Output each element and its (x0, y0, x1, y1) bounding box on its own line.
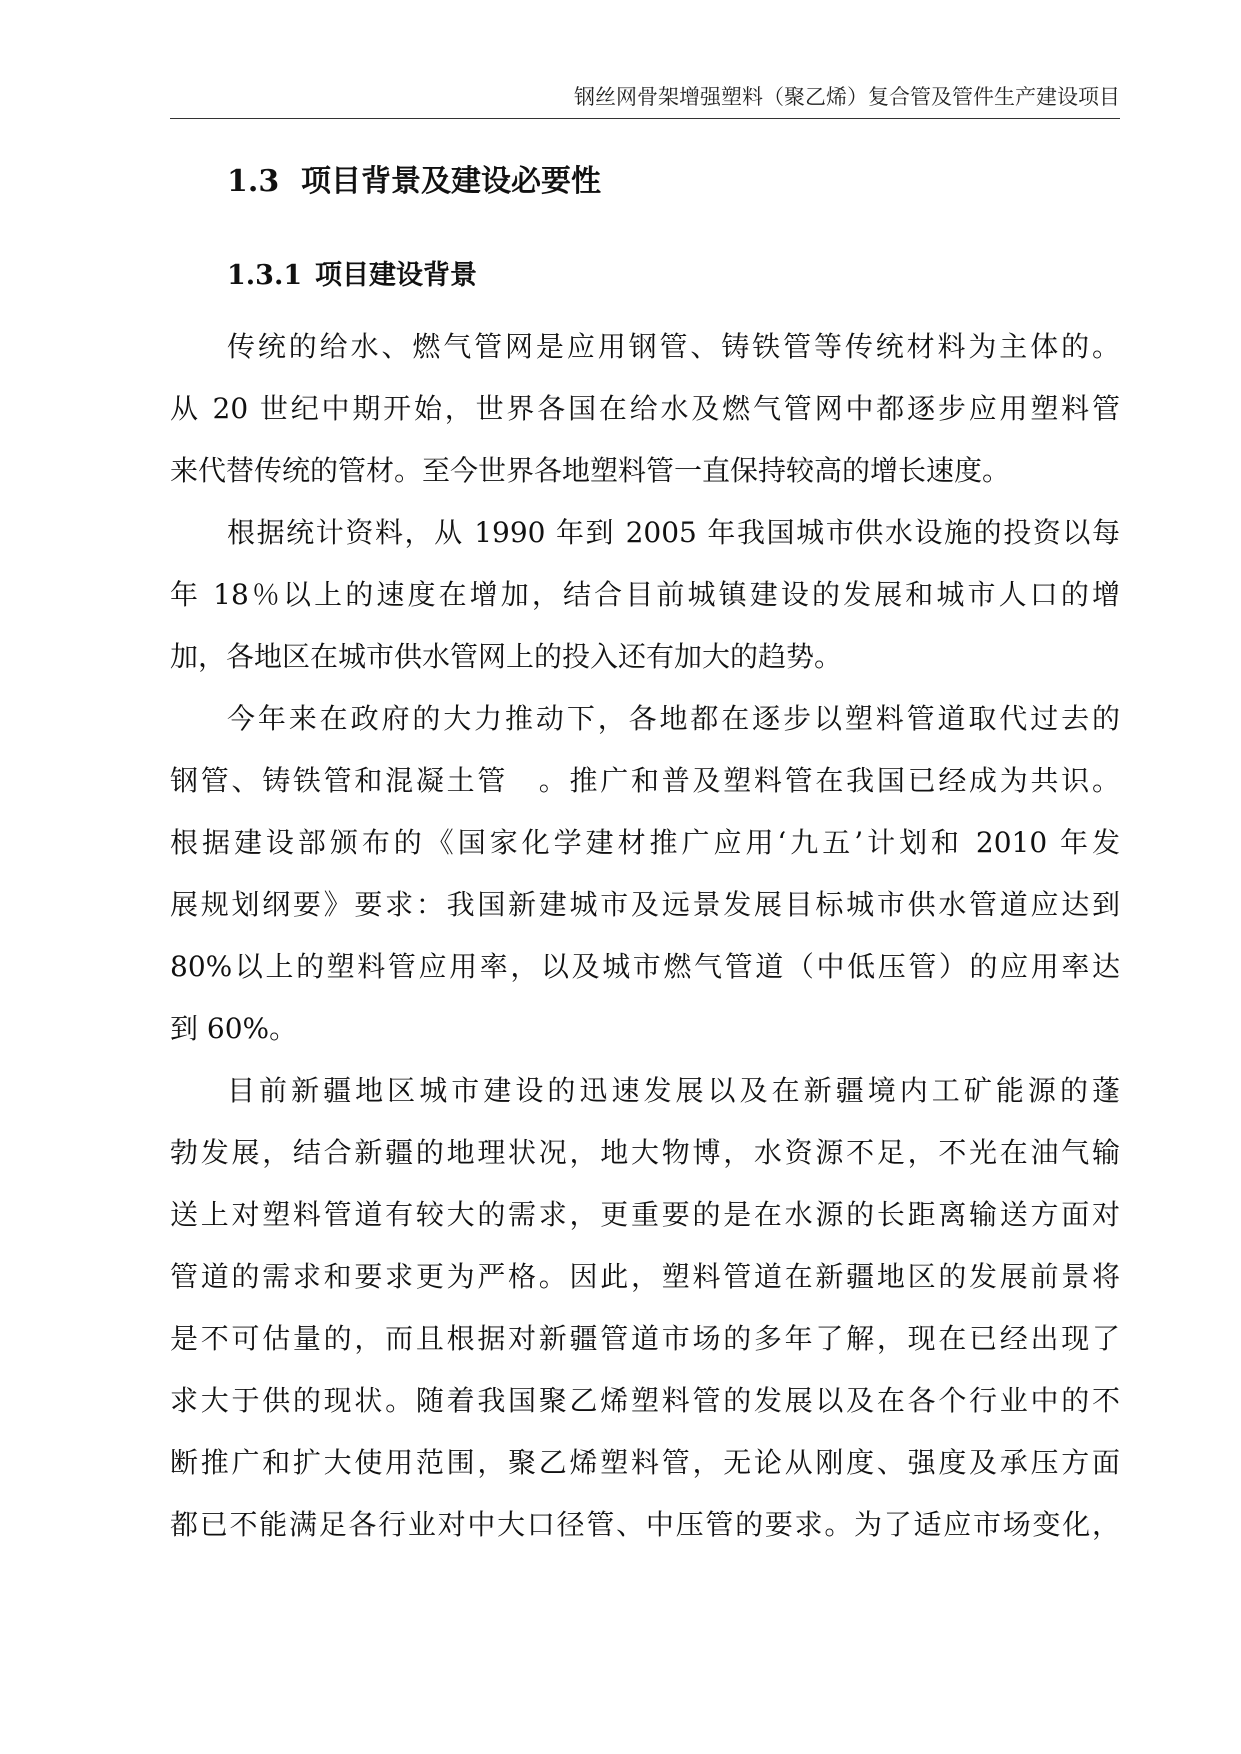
subsection-number: 1.3.1 (227, 260, 303, 291)
section-title: 项目背景及建设必要性 (301, 164, 601, 199)
paragraph (170, 502, 1120, 688)
text-line: 从 20 世纪中期开始，世界各国在给水及燃气管网中都逐步应用塑料管 (170, 392, 1120, 425)
text-line: 根据统计资料，从 1990 年到 2005 年我国城市供水设施的投资以每 (227, 516, 1120, 549)
paragraph (170, 1060, 1120, 1556)
paragraph (170, 688, 1120, 1060)
text-line: 送上对塑料管道有较大的需求，更重要的是在水源的长距离输送方面对 (170, 1198, 1120, 1231)
text-line: 根据建设部颁布的《国家化学建材推广应用‘九五’计划和 2010 年发 (170, 826, 1120, 859)
text-line: 来代替传统的管材。至今世界各地塑料管一直保持较高的增长速度。 (170, 454, 1011, 487)
subsection-title: 项目建设背景 (315, 260, 477, 291)
section-heading (227, 160, 601, 204)
text-line: 展规划纲要》要求：我国新建城市及远景发展目标城市供水管道应达到 (170, 888, 1120, 921)
paragraph (170, 316, 1120, 502)
text-line: 今年来在政府的大力推动下，各地都在逐步以塑料管道取代过去的 (227, 702, 1120, 735)
text-line: 钢管、铸铁管和混凝土管 。推广和普及塑料管在我国已经成为共识。 (170, 764, 1120, 797)
text-line: 管道的需求和要求更为严格。因此，塑料管道在新疆地区的发展前景将 (170, 1260, 1120, 1293)
text-line: 加，各地区在城市供水管网上的投入还有加大的趋势。 (170, 640, 843, 673)
text-line: 都已不能满足各行业对中大口径管、中压管的要求。为了适应市场变化， (170, 1508, 1120, 1541)
header-rule (170, 118, 1120, 119)
body-text (170, 316, 1120, 1556)
text-line: 是不可估量的，而且根据对新疆管道市场的多年了解，现在已经出现了 (170, 1322, 1120, 1355)
text-line: 80%以上的塑料管应用率，以及城市燃气管道（中低压管）的应用率达 (170, 950, 1120, 983)
text-line: 求大于供的现状。随着我国聚乙烯塑料管的发展以及在各个行业中的不 (170, 1384, 1120, 1417)
text-line: 到 60%。 (170, 1012, 298, 1045)
text-line: 勃发展，结合新疆的地理状况，地大物博，水资源不足，不光在油气输 (170, 1136, 1120, 1169)
running-header: 钢丝网骨架增强塑料（聚乙烯）复合管及管件生产建设项目 (574, 85, 1120, 109)
text-line: 目前新疆地区城市建设的迅速发展以及在新疆境内工矿能源的蓬 (227, 1074, 1120, 1107)
text-line: 断推广和扩大使用范围，聚乙烯塑料管，无论从刚度、强度及承压方面 (170, 1446, 1120, 1479)
section-number: 1.3 (227, 164, 280, 199)
subsection-heading (227, 256, 477, 296)
text-line: 传统的给水、燃气管网是应用钢管、铸铁管等传统材料为主体的。 (227, 330, 1120, 363)
text-line: 年 18％以上的速度在增加，结合目前城镇建设的发展和城市人口的增 (170, 578, 1120, 611)
